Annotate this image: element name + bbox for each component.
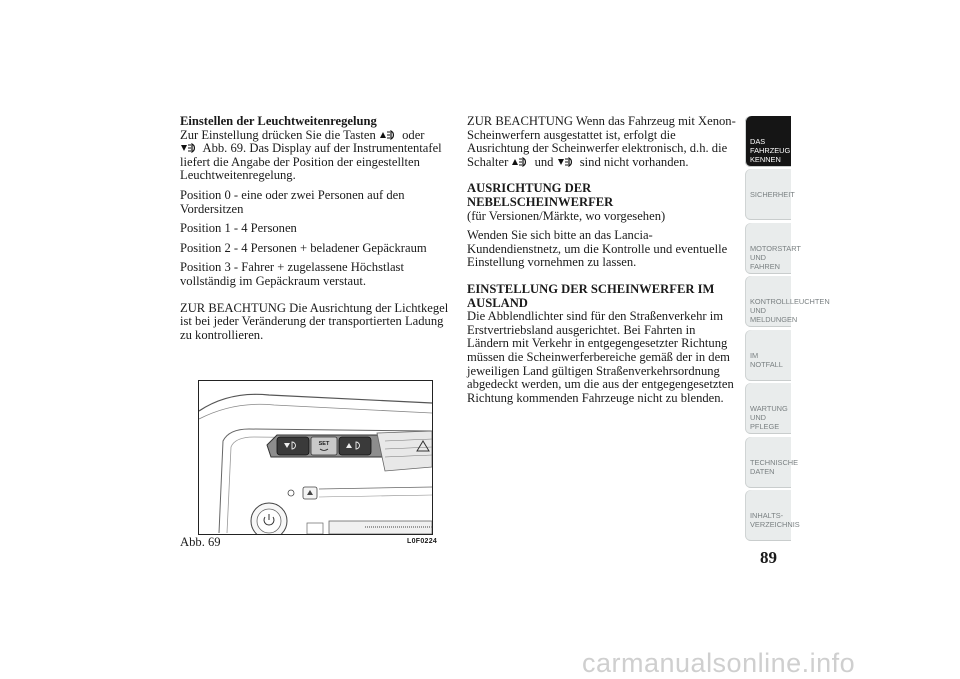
instruction-text-3: Abb. 69. Das Display auf der Instrumententafel liefert die Angabe der Position der eingestellten Leuchtweitenregelung. (180, 141, 442, 183)
headlamp-down-icon (557, 156, 577, 167)
position-3: Position 3 - Fahrer + zugelassene Höchstlast vollständig im Gepäckraum verstaut. (180, 260, 404, 288)
tab-label: WARTUNG UND PFLEGE (750, 404, 788, 431)
tab-inhaltsverzeichnis[interactable] (745, 490, 800, 541)
watermark: carmanualsonline.info (582, 648, 856, 678)
fog-heading: AUSRICHTUNG DER NEBELSCHEINWERFER (467, 181, 614, 209)
tab-im-notfall[interactable] (745, 330, 791, 381)
tab-sicherheit[interactable] (745, 169, 795, 220)
dashboard-drawing (199, 381, 432, 534)
figure-code: L0F0224 (407, 538, 438, 545)
note-xenon (467, 115, 737, 169)
note-load: ZUR BEACHTUNG Die Ausrichtung der Lichtkegel ist bei jeder Veränderung der transportierten Ladung zu kontrollieren. (180, 300, 449, 342)
instruction-text-1: Zur Einstellung drücken Sie die Tasten (180, 127, 376, 142)
tab-das-fahrzeug-kennen[interactable] (745, 116, 791, 167)
fog-text: Wenden Sie sich bitte an das Lancia-Kundendienstnetz, um die Kontrolle und eventuelle Einstellung vornehmen zu lassen. (467, 228, 728, 270)
tab-label: IM NOTFALL (750, 351, 783, 369)
dashboard-illustration (198, 380, 433, 535)
abroad-heading: EINSTELLUNG DER SCHEINWERFER IM AUSLAND (467, 281, 715, 310)
headlamp-up-icon (511, 156, 531, 167)
instruction-paragraph (180, 129, 450, 183)
set-button-label: SET (318, 441, 330, 447)
note-xenon-text-3: sind nicht vorhanden. (579, 154, 689, 169)
tab-wartung-und-pflege[interactable] (745, 383, 791, 434)
headlamp-down-icon (180, 142, 200, 153)
position-0: Position 0 - eine oder zwei Personen auf den Vordersitzen (180, 187, 405, 216)
section-heading: Einstellen der Leuchtweitenregelung (180, 114, 377, 128)
tab-label: KONTROLLLEUCHTEN UND MELDUNGEN (750, 297, 830, 324)
position-1: Position 1 - 4 Personen (180, 221, 297, 236)
instruction-text-2: oder (402, 127, 425, 142)
fog-subtitle: (für Versionen/Märkte, wo vorgesehen) (467, 208, 666, 223)
tab-technische-daten[interactable] (745, 437, 799, 488)
tab-label: SICHERHEIT (750, 190, 795, 199)
note-xenon-text-1: ZUR BEACHTUNG Wenn das Fahrzeug mit Xenon-Scheinwerfern ausgestattet ist, erfolgt die Ausrichtung der Scheinwerfer elektronisch, d.h. die Schalter (467, 114, 736, 169)
abroad-text: Die Abblendlichter sind für den Straßenverkehr im Erstvertriebsland ausgerichtet. Bei Fahrten in Ländern mit Verkehr in entgegengesetzter Richtung müssen die Scheinwerferbereiche gemäß der in dem jeweiligen Land gültigen Straßenverkehrsordnung abgedeckt werden, um die aus der entgegengesetzten Richtung kommenden Fahrzeuge nicht zu blenden. (467, 309, 734, 405)
note-xenon-text-2: und (534, 154, 554, 169)
tab-label: TECHNISCHE DATEN (750, 458, 799, 476)
tab-motorstart-und-fahren[interactable] (745, 223, 801, 274)
position-2: Position 2 - 4 Personen + beladener Gepäckraum (180, 240, 427, 255)
page-number: 89 (760, 548, 777, 567)
tab-kontrollleuchten[interactable] (745, 276, 830, 327)
headlamp-up-icon (379, 129, 399, 140)
left-column (180, 115, 450, 348)
tab-label: MOTORSTART UND FAHREN (750, 244, 801, 271)
right-column (467, 115, 737, 411)
figure-caption: Abb. 69 (180, 535, 221, 549)
tab-label: DAS FAHRZEUG KENNEN (750, 137, 791, 164)
tab-label: INHALTS-VERZEICHNIS (750, 511, 800, 529)
